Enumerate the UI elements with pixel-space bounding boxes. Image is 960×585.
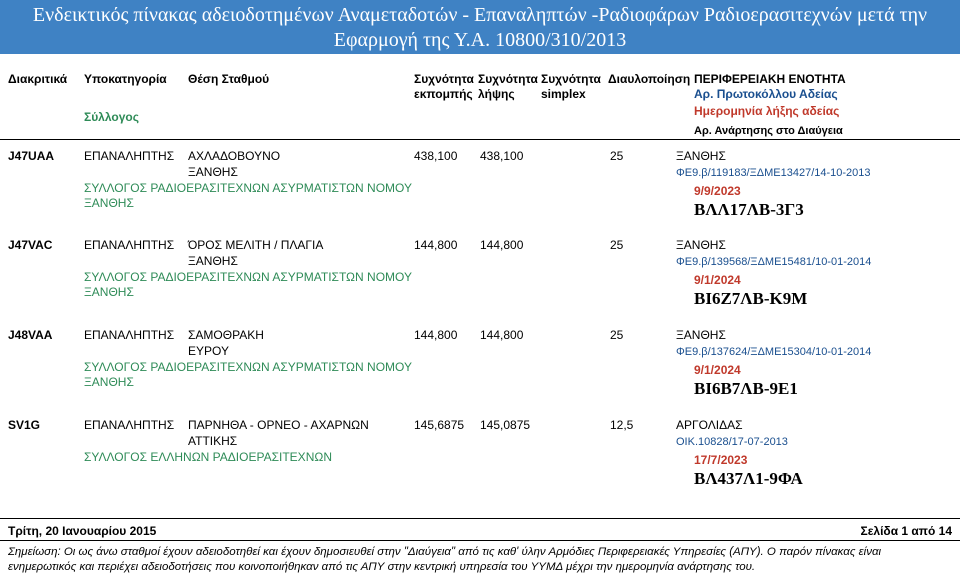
row-club-2: ΞΑΝΘΗΣ	[84, 196, 134, 210]
header-imerominia: Ημερομηνία λήξης αδείας	[694, 104, 840, 118]
row-protocol: ΟΙΚ.10828/17-07-2013	[676, 436, 788, 448]
row-expiry-date: 9/1/2024	[694, 363, 741, 377]
row-code: J47VAC	[8, 238, 53, 252]
row-rx-frequency: 144,800	[480, 238, 524, 252]
row-subcategory: ΕΠΑΝΑΛΗΠΤΗΣ	[84, 238, 175, 252]
row-location-1: ΠΑΡΝΗΘΑ - ΟΡΝΕΟ - ΑΧΑΡΝΩΝ	[188, 418, 369, 432]
header-tx-line2: εκπομπής	[414, 87, 473, 101]
footer-date: Τρίτη, 20 Ιανουαρίου 2015	[8, 524, 157, 538]
footer-divider	[0, 518, 960, 519]
row-subcategory: ΕΠΑΝΑΛΗΠΤΗΣ	[84, 418, 175, 432]
row-protocol: ΦΕ9.β/137624/ΞΔΜΕ15304/10-01-2014	[676, 346, 872, 358]
row-ada: ΒΛ437Λ1-9ΦΑ	[694, 469, 803, 488]
header-simplex-line1: Συχνότητα	[541, 72, 601, 86]
row-expiry-date: 17/7/2023	[694, 453, 748, 467]
row-region: ΑΡΓΟΛΙΔΑΣ	[676, 418, 743, 432]
row-location-2: ΑΤΤΙΚΗΣ	[188, 434, 238, 448]
row-region: ΞΑΝΘΗΣ	[676, 238, 726, 252]
header-tx-freq	[414, 72, 474, 102]
row-ada: ΒΛΛ17ΛΒ-3Γ3	[694, 200, 804, 219]
row-channelization: 25	[610, 238, 624, 252]
row-code: J48VAA	[8, 328, 53, 342]
row-location-1: ΣΑΜΟΘΡΑΚΗ	[188, 328, 264, 342]
row-code: J47UAA	[8, 149, 55, 163]
row-club-2: ΞΑΝΘΗΣ	[84, 375, 134, 389]
row-location-2: ΞΑΝΘΗΣ	[188, 165, 238, 179]
row-location-1: ΌΡΟΣ ΜΕΛΙΤΗ / ΠΛΑΓΙΑ	[188, 238, 324, 252]
footer-note: Σημείωση: Οι ως άνω σταθμοί έχουν αδειοδοτηθεί και έχουν δημοσιευθεί στην "Διαύγεια" από τις καθ' ύλην Αρμόδιες Περιφερειακές Υπηρεσίες (ΑΠΥ). Ο παρόν πίνακας είναι ενημερωτικός και περιέχει αδειοδοτήσεις που κοινοποιήθηκαν από τις ΑΠΥ στην κεντρική υπηρεσία του ΥΥΜΔ μέχρι την ημερομηνία ανάρτησης του.	[8, 546, 882, 573]
row-code: SV1G	[8, 418, 41, 432]
row-ada: ΒΙ6Β7ΛΒ-9Ε1	[694, 379, 798, 398]
header-simplex-line2: simplex	[541, 87, 586, 101]
row-rx-frequency: 145,0875	[480, 418, 531, 432]
row-subcategory: ΕΠΑΝΑΛΗΠΤΗΣ	[84, 149, 175, 163]
header-rx-freq	[478, 72, 538, 102]
header-divider	[0, 139, 960, 140]
row-region: ΞΑΝΘΗΣ	[676, 328, 726, 342]
row-expiry-date: 9/9/2023	[694, 184, 741, 198]
row-region: ΞΑΝΘΗΣ	[676, 149, 726, 163]
row-channelization: 12,5	[610, 418, 634, 432]
header-diakritika: Διακριτικά	[8, 72, 68, 86]
row-location-2: ΕΥΡΟΥ	[188, 344, 229, 358]
title-line-2: Εφαρμογή της Υ.Α. 10800/310/2013	[333, 29, 627, 51]
row-tx-frequency: 144,800	[414, 238, 458, 252]
row-location-1: ΑΧΛΑΔΟΒΟΥΝΟ	[188, 149, 281, 163]
row-channelization: 25	[610, 328, 624, 342]
row-club-1: ΣΥΛΛΟΓΟΣ ΕΛΛΗΝΩΝ ΡΑΔΙΟΕΡΑΣΙΤΕΧΝΩΝ	[84, 450, 332, 464]
row-rx-frequency: 144,800	[480, 328, 524, 342]
row-club-1: ΣΥΛΛΟΓΟΣ ΡΑΔΙΟΕΡΑΣΙΤΕΧΝΩΝ ΑΣΥΡΜΑΤΙΣΤΩΝ ΝΟΜΟΥ	[84, 181, 412, 195]
row-subcategory: ΕΠΑΝΑΛΗΠΤΗΣ	[84, 328, 175, 342]
row-tx-frequency: 438,100	[414, 149, 458, 163]
header-diavlopoiisi: Διαυλοποίηση	[608, 72, 691, 86]
header-simplex	[541, 72, 601, 102]
row-expiry-date: 9/1/2024	[694, 273, 741, 287]
row-ada: ΒΙ6Ζ7ΛΒ-Κ9Μ	[694, 289, 808, 308]
title-line-1: Ενδεικτικός πίνακας αδειοδοτημένων Αναμεταδοτών - Επαναληπτών -Ραδιοφάρων Ραδιοερασιτεχνών μετά την	[32, 4, 928, 26]
row-rx-frequency: 438,100	[480, 149, 524, 163]
row-protocol: ΦΕ9.β/139568/ΞΔΜΕ15481/10-01-2014	[676, 256, 872, 268]
header-tx-line1: Συχνότητα	[414, 72, 474, 86]
header-syllogos: Σύλλογος	[84, 110, 139, 124]
row-club-1: ΣΥΛΛΟΓΟΣ ΡΑΔΙΟΕΡΑΣΙΤΕΧΝΩΝ ΑΣΥΡΜΑΤΙΣΤΩΝ ΝΟΜΟΥ	[84, 360, 412, 374]
note-divider	[0, 540, 960, 541]
row-club-2: ΞΑΝΘΗΣ	[84, 285, 134, 299]
header-thesi: Θέση Σταθμού	[188, 72, 270, 86]
report-title	[0, 0, 960, 54]
header-rx-line1: Συχνότητα	[478, 72, 538, 86]
row-location-2: ΞΑΝΘΗΣ	[188, 254, 238, 268]
header-perifereia: ΠΕΡΙΦΕΡΕΙΑΚΗ ΕΝΟΤΗΤΑ	[694, 72, 846, 86]
row-tx-frequency: 145,6875	[414, 418, 465, 432]
row-tx-frequency: 144,800	[414, 328, 458, 342]
row-club-1: ΣΥΛΛΟΓΟΣ ΡΑΔΙΟΕΡΑΣΙΤΕΧΝΩΝ ΑΣΥΡΜΑΤΙΣΤΩΝ ΝΟΜΟΥ	[84, 270, 412, 284]
row-channelization: 25	[610, 149, 624, 163]
row-protocol: ΦΕ9.β/119183/ΞΔΜΕ13427/14-10-2013	[676, 167, 871, 179]
footer-page: Σελίδα 1 από 14	[860, 524, 952, 538]
header-anartisi: Αρ. Ανάρτησης στο Διαύγεια	[694, 125, 843, 137]
header-rx-line2: λήψης	[478, 87, 515, 101]
header-protokollo: Αρ. Πρωτοκόλλου Αδείας	[694, 87, 838, 101]
header-ypokatigoria: Υποκατηγορία	[84, 72, 167, 86]
